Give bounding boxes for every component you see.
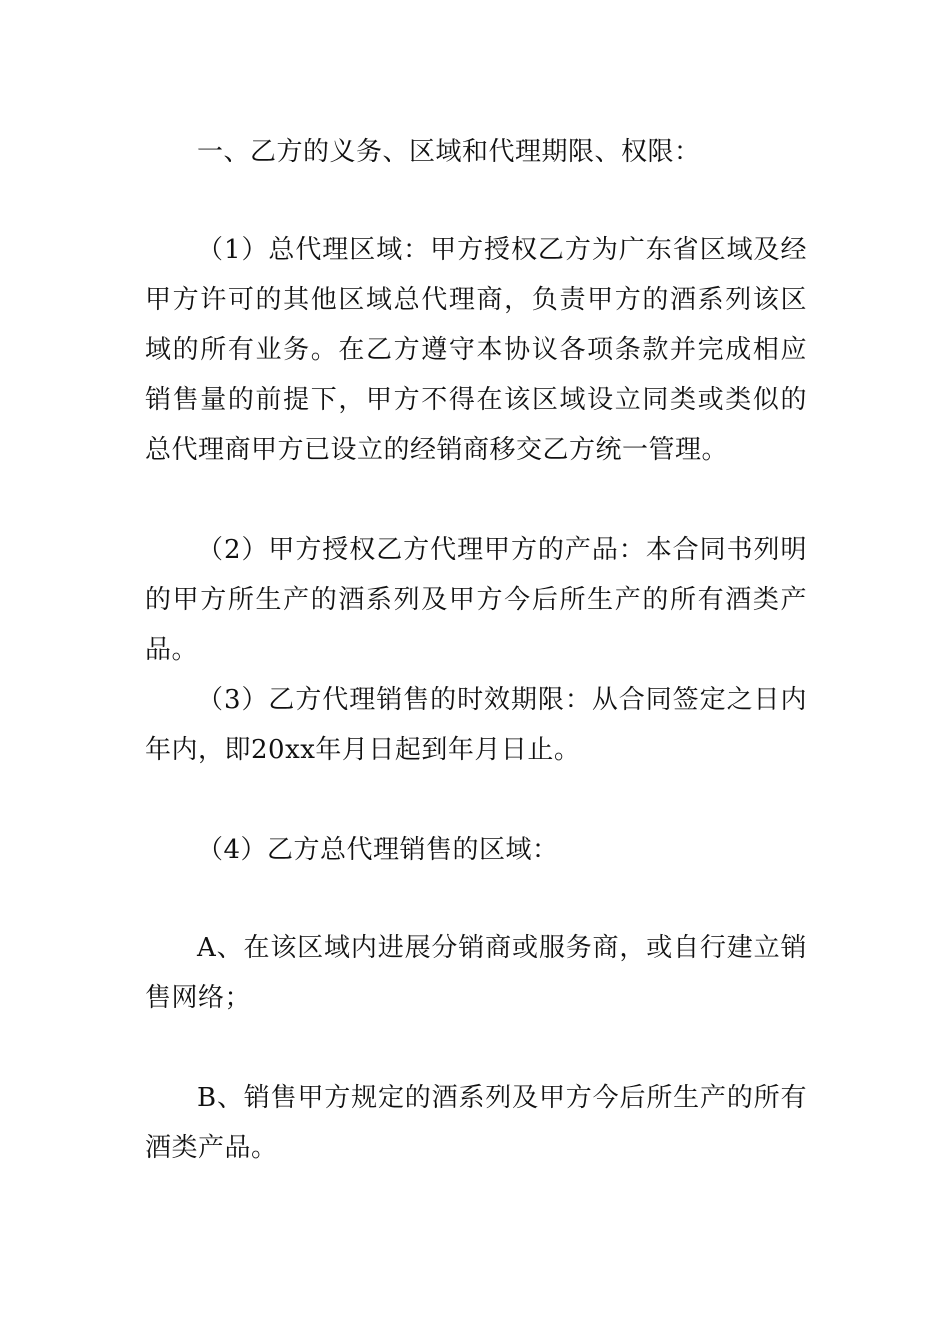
- clause-3-agency-term: （3）乙方代理销售的时效期限：从合同签定之日内年内，即20xx年月日起到年月日止。: [145, 685, 807, 765]
- clause-2-authorized-products: （2）甲方授权乙方代理甲方的产品：本合同书列明的甲方所生产的酒系列及甲方今后所生产的所有酒类产品。: [145, 535, 807, 665]
- section-heading-obligations: 一、乙方的义务、区域和代理期限、权限：: [197, 137, 701, 167]
- clause-4b-product-sales: B、销售甲方规定的酒系列及甲方今后所生产的所有酒类产品。: [145, 1083, 807, 1163]
- clause-4-sales-region: （4）乙方总代理销售的区域：: [197, 835, 559, 865]
- clause-4a-distribution-network: A、在该区域内进展分销商或服务商，或自行建立销售网络；: [145, 933, 807, 1013]
- clause-1-agency-region: （1）总代理区域：甲方授权乙方为广东省区域及经甲方许可的其他区域总代理商，负责甲方的酒系列该区域的所有业务。在乙方遵守本协议各项条款并完成相应销售量的前提下，甲方不得在该区域设立同类或类似的总代理商甲方已设立的经销商移交乙方统一管理。: [145, 235, 807, 465]
